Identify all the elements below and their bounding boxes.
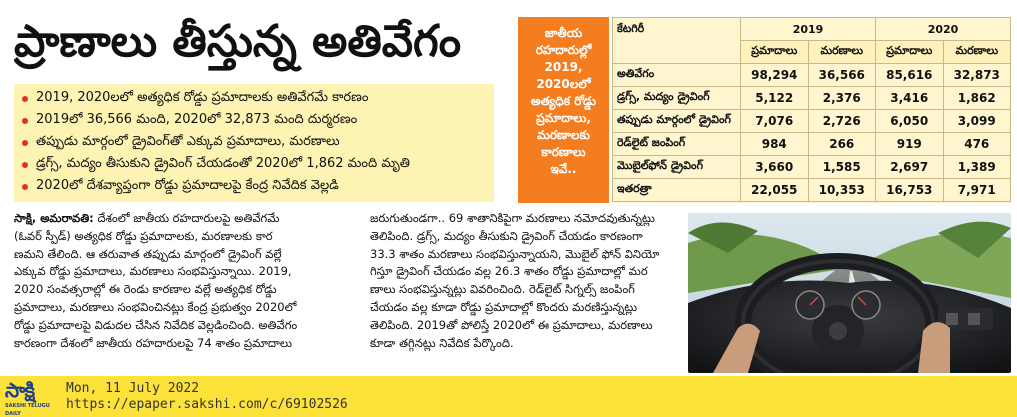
table-cell: 2,376 [808, 87, 876, 110]
table-subheader: మరణాలు [808, 41, 876, 64]
article-line: తెలిపింది. డ్రగ్స్, మద్యం తీసుకుని డ్రైవింగ్ చేయడం కారణంగా [370, 228, 643, 243]
article-line: ఎక్కువ రోడ్డు ప్రమాదాలు, మరణాలు సంభవిస్తున్నాయి. 2019, [14, 264, 292, 279]
article-line: జరుగుతుండగా.. 69 శాతానికిపైగా మరణాలు నమోదవుతున్నట్లు [370, 211, 655, 225]
bullet-dot-icon [22, 118, 28, 124]
table-cell: 3,660 [741, 156, 809, 179]
article-line: గిస్తూ డ్రైవింగ్ చేయడం వల్ల 26.3 శాతం రోడ్డు ప్రమాదాల్లో మర [370, 264, 648, 279]
side-box-line: అత్యధిక రోడ్డు [530, 94, 597, 108]
bullet-dot-icon [22, 140, 28, 146]
article-column-1 [14, 210, 354, 352]
bullet-item [22, 176, 486, 198]
table-row [613, 87, 1011, 110]
article-line: చేయడం వల్ల కూడా రోడ్డు ప్రమాదాల్లో కొందరు మరణిస్తున్నట్లు [370, 299, 638, 314]
table-cell-category: మొబైల్‌ఫోన్ డ్రైవింగ్ [613, 156, 741, 179]
article-line: ణాలు సంభవిస్తున్నట్లు వివరించింది. రెడ్‌లైట్ సిగ్నల్స్ జంపింగ్ [370, 282, 635, 297]
article-line [14, 210, 354, 228]
table-cell: 919 [876, 133, 944, 156]
table-cell: 266 [808, 133, 876, 156]
sakshi-logo-text: సాక్షి [5, 378, 35, 402]
article-line: ప్రమాదాలు, మరణాలు సంభవించినట్లు కేంద్ర ప్రభుత్వం 2020లో [14, 299, 297, 314]
table-row [613, 110, 1011, 133]
side-box-line: కారణాలు [541, 145, 586, 159]
article-line: ణమని తేలింది. ఆ తరువాత తప్పుడు మార్గంలో డ్రైవింగ్ వల్లే [14, 246, 282, 261]
table-cell-category: తప్పుడు మార్గంలో డ్రైవింగ్ [613, 110, 741, 133]
side-box-line: ఇవే.. [550, 162, 577, 176]
table-cell: 32,873 [943, 64, 1011, 87]
table-cell: 7,076 [741, 110, 809, 133]
table-row [613, 156, 1011, 179]
article-line: 33.3 శాతం మరణాలు సంభవిస్తున్నాయని, మొబైల్ ఫోన్ వినియో [370, 246, 660, 261]
table-cell: 98,294 [741, 64, 809, 87]
table-header-category: కేటగిరీ [613, 18, 741, 64]
side-box-line: మరణాలకు [537, 128, 590, 142]
article-line: కారణంగా దేశంలో జాతీయ రహదారులపై 74 శాతం ప్రమాదాలు [14, 335, 293, 350]
table-cell: 10,353 [808, 179, 876, 202]
table-row [613, 133, 1011, 156]
article-column-2 [370, 210, 682, 352]
bullet-dot-icon [22, 184, 28, 190]
table-cell: 22,055 [741, 179, 809, 202]
table-cell-category: అతివేగం [613, 64, 741, 87]
table-cell: 1,389 [943, 156, 1011, 179]
side-box-line: 2020లలో [536, 77, 591, 91]
table-cell: 85,616 [876, 64, 944, 87]
table-cell: 3,416 [876, 87, 944, 110]
table-cell: 1,585 [808, 156, 876, 179]
article-dateline: సాక్షి, అమరావతి: [14, 211, 94, 225]
footer-bar [0, 376, 1017, 417]
side-box-line: ప్రమాదాలు, [536, 111, 591, 125]
table-row [613, 179, 1011, 202]
table-cell-category: డ్రగ్స్, మద్యం డ్రైవింగ్ [613, 87, 741, 110]
bullet-item [22, 154, 486, 176]
table-cell: 7,971 [943, 179, 1011, 202]
table-header-year: 2020 [876, 18, 1011, 41]
table-cell: 5,122 [741, 87, 809, 110]
bullet-item [22, 132, 486, 154]
table-cell: 1,862 [943, 87, 1011, 110]
bullet-list [14, 84, 494, 202]
sakshi-logo-subtitle: SAKSHI TELUGU DAILY [5, 403, 50, 417]
sakshi-logo [5, 378, 63, 415]
article-line: రోడ్డు ప్రమాదాలపై విడుదల చేసిన నివేదిక వెల్లడించింది. అతివేగం [14, 317, 298, 332]
table-cell-category: ఇతరత్రా [613, 179, 741, 202]
side-summary-box [518, 17, 609, 203]
bullet-text: 2020లో దేశవ్యాప్తంగా రోడ్డు ప్రమాదాలపై కేంద్ర నివేదిక వెల్లడి [36, 178, 339, 193]
table-row [613, 64, 1011, 87]
table-cell: 6,050 [876, 110, 944, 133]
bullet-item [22, 110, 486, 132]
bullet-text: తప్పుడు మార్గంలో డ్రైవింగ్‌తో ఎక్కువ ప్రమాదాలు, మరణాలు [36, 134, 340, 149]
table-cell-category: రెడ్‌లైట్ జంపింగ్ [613, 133, 741, 156]
table-cell: 16,753 [876, 179, 944, 202]
article-line: (ఓవర్ స్పీడ్) అత్యధిక రోడ్డు ప్రమాదాలకు, మరణాలకు కార [14, 228, 273, 243]
table-cell: 476 [943, 133, 1011, 156]
table-subheader: మరణాలు [943, 41, 1011, 64]
table-subheader: ప్రమాదాలు [741, 41, 809, 64]
article-line: కూడా తగ్గినట్లు నివేదిక పేర్కొంది. [370, 335, 514, 350]
bullet-text: 2019, 2020లలో అత్యధిక రోడ్డు ప్రమాదాలకు అతివేగమే కారణం [36, 90, 369, 105]
bullet-dot-icon [22, 162, 28, 168]
publication-date: Mon, 11 July 2022 [66, 381, 200, 396]
page-headline: ప్రాణాలు తీస్తున్న అతివేగం [14, 16, 462, 67]
article-line: 2020 సంవత్సరాల్లో ఈ రెండు కారణాల వల్లే అత్యధిక రోడ్డు [14, 282, 277, 297]
epaper-url[interactable]: https://epaper.sakshi.com/c/69102526 [66, 397, 348, 412]
side-box-line: జాతీయ [544, 26, 583, 40]
car-steering-wheel-photo [688, 213, 1011, 373]
article-line: తెలిపింది. 2019తో పోలిస్తే 2020లో ఈ ప్రమాదాలు, మరణాలు [370, 317, 653, 332]
bullet-dot-icon [22, 96, 28, 102]
table-cell: 36,566 [808, 64, 876, 87]
table-cell: 2,726 [808, 110, 876, 133]
bullet-text: డ్రగ్స్, మద్యం తీసుకుని డ్రైవింగ్ చేయడంతో 2020లో 1,862 మంది మృతి [36, 156, 410, 171]
table-header-year: 2019 [741, 18, 876, 41]
table-cell: 984 [741, 133, 809, 156]
table-subheader: ప్రమాదాలు [876, 41, 944, 64]
bullet-text: 2019లో 36,566 మంది, 2020లో 32,873 మంది దుర్మరణం [36, 112, 358, 127]
side-box-line: 2019, [544, 60, 583, 74]
side-box-line: రహదారుల్లో [535, 43, 592, 57]
accident-stats-table [612, 17, 1011, 203]
bullet-item [22, 88, 486, 110]
article-text: దేశంలో జాతీయ రహదారులపై అతివేగమే [93, 211, 280, 225]
car-interior-image [688, 213, 1011, 373]
table-cell: 3,099 [943, 110, 1011, 133]
table-cell: 2,697 [876, 156, 944, 179]
